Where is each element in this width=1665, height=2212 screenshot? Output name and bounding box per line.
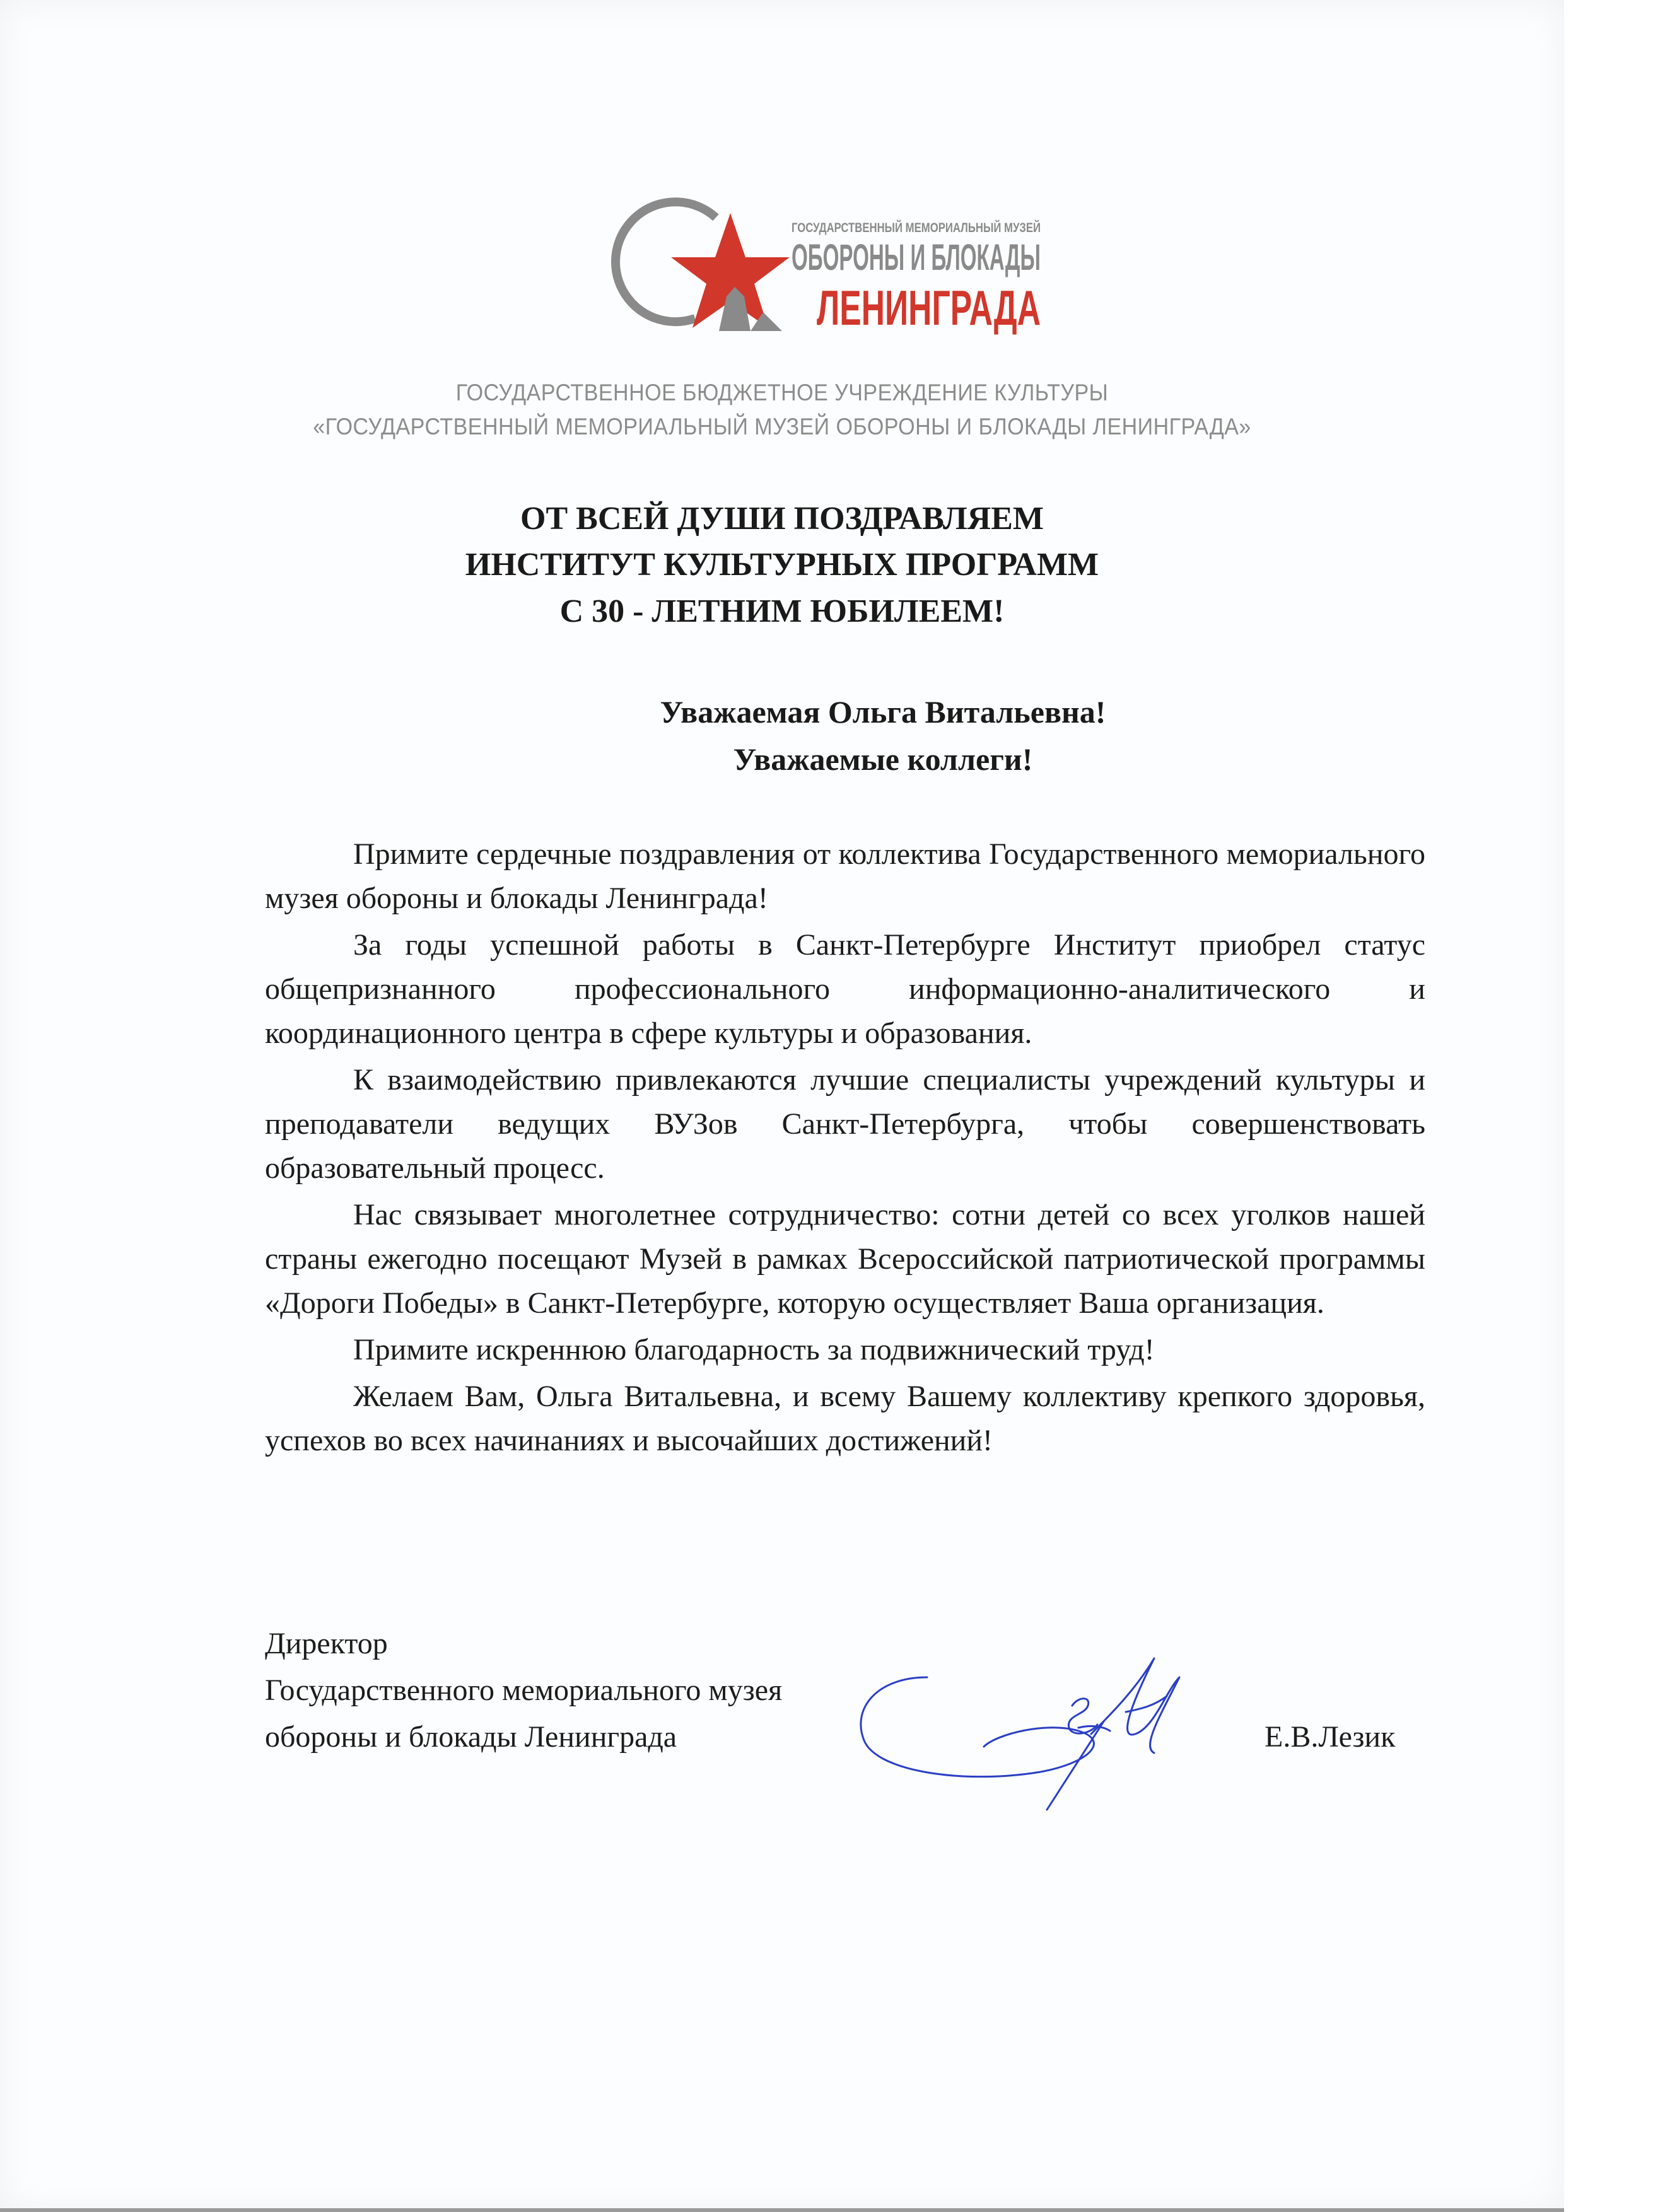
greeting-line-1: Уважаемая Ольга Витальевна! <box>660 694 1106 730</box>
logo-line2: ОБОРОНЫ И БЛОКАДЫ <box>792 237 1041 278</box>
paragraph: Примите искреннюю благодарность за подвижнический труд! <box>353 1333 1155 1366</box>
logo-line3: ЛЕНИНГРАДА <box>817 280 1041 335</box>
title-line-3: С 30 - ЛЕТНИМ ЮБИЛЕЕМ! <box>559 593 1005 629</box>
signer-position-line-3: обороны и блокады Ленинграда <box>265 1720 677 1754</box>
paragraph: Желаем Вам, Ольга Витальевна, и всему Вашему коллективу крепкого здоровья, успехов во всех начинаниях и высочайших достижений! <box>265 1380 1425 1457</box>
scan-bottom-edge <box>0 2208 1564 2212</box>
institution-line-2: «ГОСУДАРСТВЕННЫЙ МЕМОРИАЛЬНЫЙ МУЗЕЙ ОБОРОНЫ И БЛОКАДЫ ЛЕНИНГРАДА» <box>313 414 1251 439</box>
title-line-2: ИНСТИТУТ КУЛЬТУРНЫХ ПРОГРАММ <box>465 547 1099 583</box>
title-line-1: ОТ ВСЕЙ ДУШИ ПОЗДРАВЛЯЕМ <box>520 501 1044 537</box>
signer-position-line-1: Директор <box>265 1627 388 1660</box>
signer-name: Е.В.Лезик <box>1265 1720 1396 1754</box>
logo-line1: ГОСУДАРСТВЕННЫЙ МЕМОРИАЛЬНЫЙ МУЗЕЙ <box>792 221 1105 235</box>
institution-line-1: ГОСУДАРСТВЕННОЕ БЮДЖЕТНОЕ УЧРЕЖДЕНИЕ КУЛЬТУРЫ <box>455 380 1109 405</box>
letter-body <box>265 832 1425 1465</box>
paragraph: К взаимодействию привлекаются лучшие специалисты учреждений культуры и преподаватели ведущих ВУЗов Санкт-Петербурга, чтобы совершенствовать образовательный процесс. <box>265 1063 1425 1185</box>
handwritten-signature <box>839 1652 1280 1848</box>
paragraph: Нас связывает многолетнее сотрудничество: сотни детей со всех уголков нашей страны ежегодно посещают Музей в рамках Всероссийской патриотической программы «Дороги Победы» в Санкт-Петербурге, которую осуществляет Ваша организация. <box>265 1198 1425 1320</box>
paragraph: Примите сердечные поздравления от коллектива Государственного мемориального музея обороны и блокады Ленинграда! <box>265 837 1425 915</box>
paragraph: За годы успешной работы в Санкт-Петербурге Институт приобрел статус общепризнанного профессионального информационно-аналитического и координационного центра в сфере культуры и образования. <box>265 928 1425 1050</box>
greeting-line-2: Уважаемые коллеги! <box>733 742 1033 777</box>
museum-logo <box>656 202 1105 337</box>
signer-position-line-2: Государственного мемориального музея <box>265 1674 783 1707</box>
